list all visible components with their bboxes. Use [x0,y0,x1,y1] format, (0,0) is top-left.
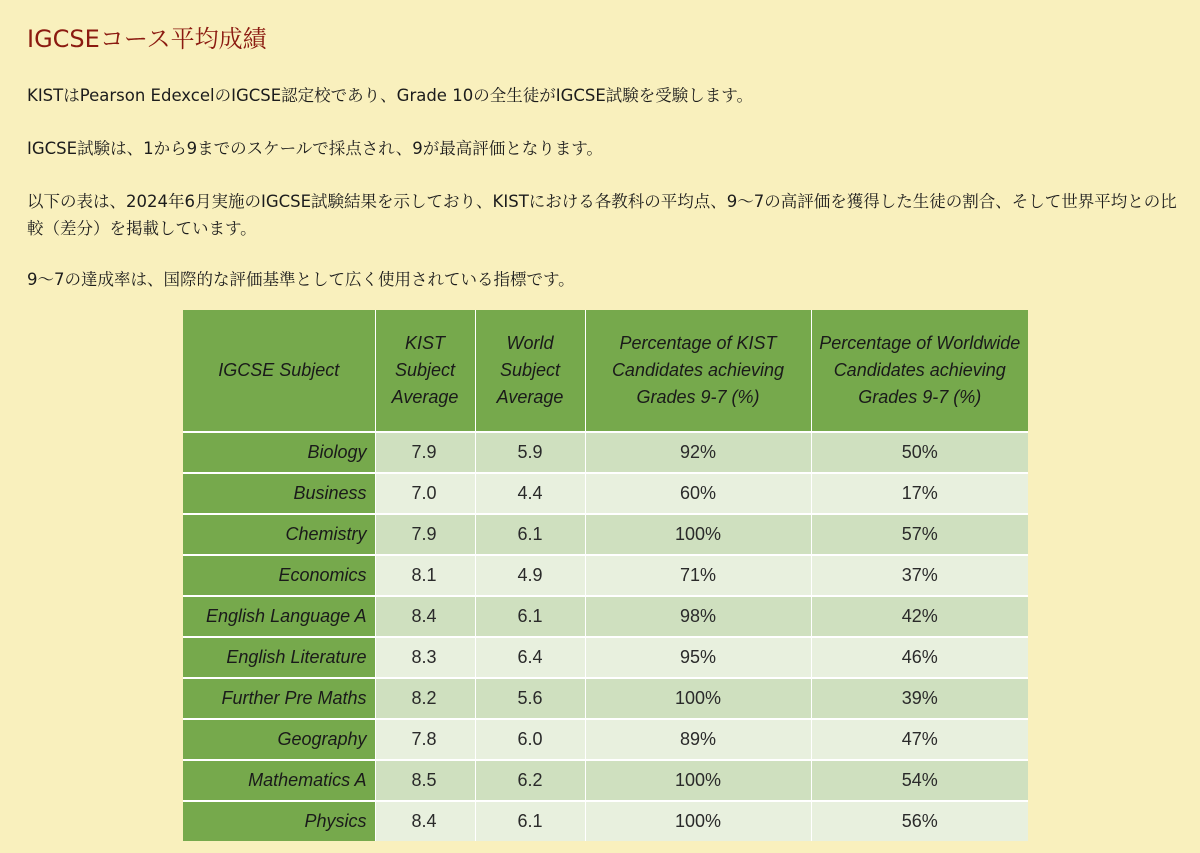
world-average-cell: 6.4 [475,637,585,678]
page-title: IGCSEコース平均成績 [27,25,267,53]
table-header-row [183,310,1028,432]
kist-average-cell: 8.4 [375,801,475,841]
header-world-average: World Subject Average [475,310,585,432]
kist-percentage-cell: 60% [585,473,811,514]
table-row [183,596,1028,637]
kist-percentage-cell: 71% [585,555,811,596]
world-average-cell: 6.1 [475,514,585,555]
subject-cell: Economics [183,555,375,596]
world-percentage-cell: 17% [811,473,1028,514]
subject-cell: Biology [183,432,375,473]
world-percentage-cell: 37% [811,555,1028,596]
world-average-cell: 4.9 [475,555,585,596]
subject-cell: Physics [183,801,375,841]
subject-cell: Further Pre Maths [183,678,375,719]
kist-percentage-cell: 98% [585,596,811,637]
igcse-results-table [183,310,1028,841]
table-row [183,637,1028,678]
header-kist-average: KIST Subject Average [375,310,475,432]
world-percentage-cell: 50% [811,432,1028,473]
table-row [183,801,1028,841]
intro-paragraph-4: 9〜7の達成率は、国際的な評価基準として広く使用されている指標です。 [27,270,575,289]
header-kist-percentage: Percentage of KIST Candidates achieving Grades 9-7 (%) [585,310,811,432]
kist-average-cell: 8.5 [375,760,475,801]
world-average-cell: 6.1 [475,596,585,637]
world-average-cell: 6.0 [475,719,585,760]
world-average-cell: 4.4 [475,473,585,514]
kist-average-cell: 7.8 [375,719,475,760]
kist-percentage-cell: 100% [585,514,811,555]
kist-average-cell: 8.1 [375,555,475,596]
subject-cell: English Language A [183,596,375,637]
kist-average-cell: 8.4 [375,596,475,637]
header-subject: IGCSE Subject [183,310,375,432]
world-percentage-cell: 54% [811,760,1028,801]
kist-percentage-cell: 100% [585,760,811,801]
kist-percentage-cell: 89% [585,719,811,760]
kist-average-cell: 7.9 [375,514,475,555]
subject-cell: Business [183,473,375,514]
world-average-cell: 5.6 [475,678,585,719]
intro-paragraph-1: KISTはPearson EdexcelのIGCSE認定校であり、Grade 10の全生徒がIGCSE試験を受験します。 [27,86,753,105]
header-world-percentage: Percentage of Worldwide Candidates achieving Grades 9-7 (%) [811,310,1028,432]
world-percentage-cell: 42% [811,596,1028,637]
table-row [183,514,1028,555]
world-percentage-cell: 57% [811,514,1028,555]
world-average-cell: 5.9 [475,432,585,473]
world-average-cell: 6.2 [475,760,585,801]
subject-cell: English Literature [183,637,375,678]
intro-paragraph-3: 以下の表は、2024年6月実施のIGCSE試験結果を示しており、KISTにおける各教科の平均点、9〜7の高評価を獲得した生徒の割合、そして世界平均との比較（差分）を掲載しています。 [27,192,1177,238]
intro-paragraph-2: IGCSE試験は、1から9までのスケールで採点され、9が最高評価となります。 [27,139,603,158]
table-row [183,760,1028,801]
world-percentage-cell: 46% [811,637,1028,678]
table-row [183,473,1028,514]
kist-average-cell: 8.2 [375,678,475,719]
kist-percentage-cell: 100% [585,678,811,719]
subject-cell: Mathematics A [183,760,375,801]
kist-percentage-cell: 95% [585,637,811,678]
table-row [183,432,1028,473]
kist-percentage-cell: 92% [585,432,811,473]
world-percentage-cell: 47% [811,719,1028,760]
table-row [183,678,1028,719]
table-row [183,555,1028,596]
kist-average-cell: 8.3 [375,637,475,678]
world-average-cell: 6.1 [475,801,585,841]
table-row [183,719,1028,760]
kist-average-cell: 7.9 [375,432,475,473]
world-percentage-cell: 56% [811,801,1028,841]
subject-cell: Chemistry [183,514,375,555]
world-percentage-cell: 39% [811,678,1028,719]
kist-percentage-cell: 100% [585,801,811,841]
subject-cell: Geography [183,719,375,760]
kist-average-cell: 7.0 [375,473,475,514]
